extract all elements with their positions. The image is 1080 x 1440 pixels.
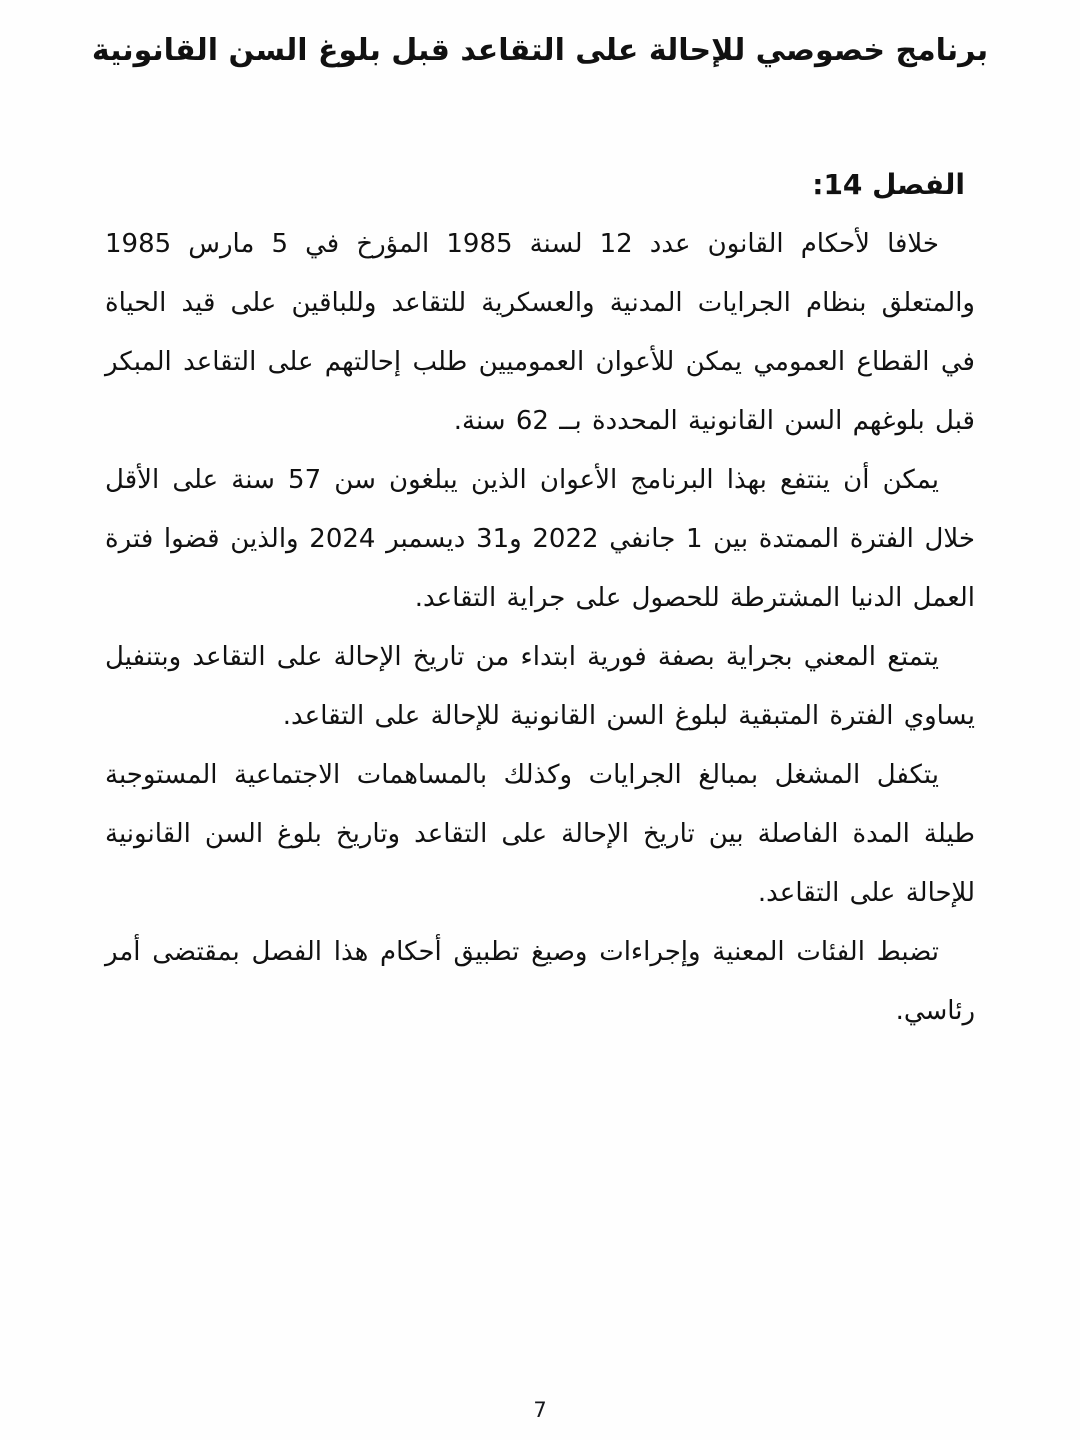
paragraph-1: خلافا لأحكام القانون عدد 12 لسنة 1985 المؤرخ في 5 مارس 1985 والمتعلق بنظام الجرايات المدنية والعسكرية للتقاعد وللباقين على قيد الحياة في القطاع العمومي يمكن للأعوان العموميين طلب إحالتهم على التقاعد المبكر قبل بلوغهم السن القانونية المحددة بــ 62 سنة. bbox=[105, 229, 975, 436]
paragraph-3: يتمتع المعني بجراية بصفة فورية ابتداء من تاريخ الإحالة على التقاعد وبتنفيل يساوي الفترة المتبقية لبلوغ السن القانونية للإحالة على التقاعد. bbox=[105, 642, 975, 731]
document-title: برنامج خصوصي للإحالة على التقاعد قبل بلوغ السن القانونية bbox=[91, 33, 989, 68]
document-body bbox=[105, 215, 975, 1041]
section-heading-article-14: الفصل 14: bbox=[812, 168, 965, 201]
paragraph-2: يمكن أن ينتفع بهذا البرنامج الأعوان الذين يبلغون سن 57 سنة على الأقل خلال الفترة الممتدة بين 1 جانفي 2022 و31 ديسمبر 2024 والذين قضوا فترة العمل الدنيا المشترطة للحصول على جراية التقاعد. bbox=[105, 465, 975, 613]
paragraph-4: يتكفل المشغل بمبالغ الجرايات وكذلك بالمساهمات الاجتماعية المستوجبة طيلة المدة الفاصلة بين تاريخ الإحالة على التقاعد وتاريخ بلوغ السن القانونية للإحالة على التقاعد. bbox=[105, 760, 975, 908]
paragraph-5: تضبط الفئات المعنية وإجراءات وصيغ تطبيق أحكام هذا الفصل بمقتضى أمر رئاسي. bbox=[105, 937, 975, 1026]
page-number: 7 bbox=[533, 1398, 547, 1422]
